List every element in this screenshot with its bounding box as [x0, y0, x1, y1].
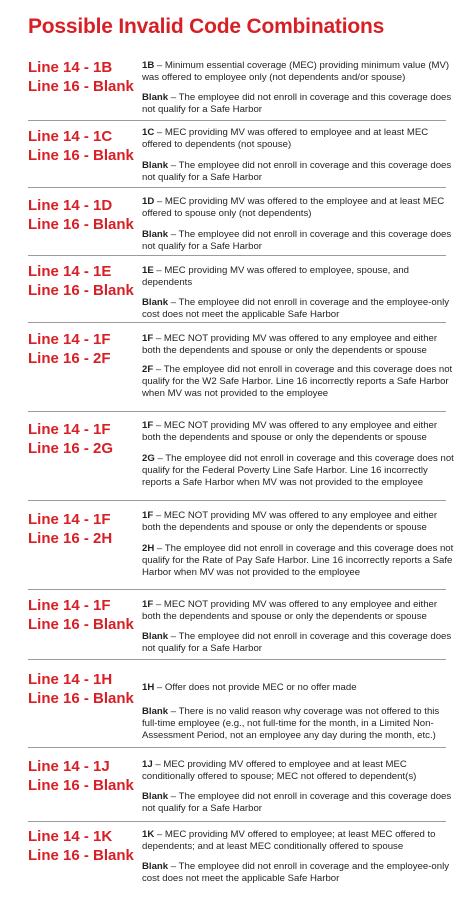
code-definition	[142, 706, 454, 742]
code-definition	[142, 364, 454, 400]
section-divider	[28, 500, 446, 501]
code-description: – MEC NOT providing MV was offered to any employee and either both the dependents and spouse or only the dependents or spouse	[142, 599, 438, 622]
line-code-labels	[28, 58, 134, 96]
line-16-label: Line 16 - Blank	[28, 147, 134, 164]
code-description: – The employee did not enroll in coverage and this coverage does not qualify for the W2 Safe Harbor. Line 16 incorrectly reports a Safe Harbor when MV was not provided to the employee	[142, 364, 453, 399]
code-term: 1F	[142, 333, 154, 344]
code-term: 1J	[142, 759, 153, 770]
code-description: – MEC NOT providing MV was offered to any employee and either both the dependents and spouse or only the dependents or spouse	[142, 510, 438, 533]
code-definition	[142, 196, 454, 220]
code-definition	[142, 127, 454, 151]
code-definition	[142, 829, 454, 853]
code-description: – MEC providing MV offered to employee and at least MEC conditionally offered to spouse; MEC not offered to dependent(s)	[142, 759, 417, 782]
code-definition	[142, 759, 454, 783]
section-divider	[28, 659, 446, 660]
line-code-labels	[28, 262, 134, 300]
code-definition	[142, 60, 454, 84]
code-term: Blank	[142, 861, 169, 872]
section-divider	[28, 747, 446, 748]
section-divider	[28, 187, 446, 188]
code-description: – MEC NOT providing MV was offered to any employee and either both the dependents and spouse or only the dependents or spouse	[142, 420, 438, 443]
code-term: Blank	[142, 229, 169, 240]
code-term: 2H	[142, 543, 155, 554]
code-description: – MEC providing MV was offered to employee, spouse, and dependents	[142, 265, 410, 288]
line-16-label: Line 16 - 2G	[28, 440, 114, 457]
line-14-label: Line 14 - 1H	[28, 671, 113, 688]
code-term: Blank	[142, 92, 169, 103]
line-code-labels	[28, 420, 113, 458]
line-14-label: Line 14 - 1F	[28, 597, 111, 614]
line-16-label: Line 16 - Blank	[28, 282, 134, 299]
code-term: Blank	[142, 791, 169, 802]
code-description: – The employee did not enroll in coverage and this coverage does not qualify for a Safe Harbor	[142, 92, 452, 115]
code-description: – The employee did not enroll in coverage and this coverage does not qualify for a Safe Harbor	[142, 791, 452, 814]
code-term: 1B	[142, 60, 155, 71]
line-14-label: Line 14 - 1F	[28, 331, 111, 348]
section-divider	[28, 120, 446, 121]
code-definition	[142, 265, 454, 289]
line-14-label: Line 14 - 1F	[28, 511, 111, 528]
code-description: – The employee did not enroll in coverage and this coverage does not qualify for a Safe Harbor	[142, 160, 452, 183]
code-term: 1F	[142, 599, 154, 610]
line-14-label: Line 14 - 1F	[28, 421, 111, 438]
line-code-labels	[28, 757, 134, 795]
code-description: – MEC providing MV was offered to the employee and at least MEC offered to spouse only (not dependents)	[142, 196, 445, 219]
line-14-label: Line 14 - 1D	[28, 197, 113, 214]
code-definition	[142, 682, 454, 694]
code-description: – MEC NOT providing MV was offered to any employee and either both the dependents and spouse or only the dependents or spouse	[142, 333, 438, 356]
code-definition	[142, 791, 454, 815]
code-definition	[142, 92, 454, 116]
code-description: – MEC providing MV offered to employee; at least MEC offered to dependents; and at least MEC conditionally offered to spouse	[142, 829, 436, 852]
line-code-labels	[28, 670, 134, 708]
line-14-label: Line 14 - 1E	[28, 263, 112, 280]
line-16-label: Line 16 - Blank	[28, 777, 134, 794]
line-14-label: Line 14 - 1J	[28, 758, 110, 775]
code-term: 1C	[142, 127, 155, 138]
line-16-label: Line 16 - 2F	[28, 350, 111, 367]
code-term: 1K	[142, 829, 155, 840]
line-code-labels	[28, 330, 111, 368]
code-term: Blank	[142, 631, 169, 642]
code-definition	[142, 297, 454, 321]
code-description: – The employee did not enroll in coverage and this coverage does not qualify for the Rate of Pay Safe Harbor. Line 16 incorrectly reports a Safe Harbor when MV was not provided to the employee	[142, 543, 454, 578]
code-description: – Offer does not provide MEC or no offer made	[154, 682, 357, 693]
code-description: – There is no valid reason why coverage was not offered to this full-time employee (e.g., not full-time for the month, in a Limited Non-Assessment Period, not an employee any day during the month, etc.)	[142, 706, 440, 741]
code-definition	[142, 229, 454, 253]
code-definition	[142, 420, 454, 444]
line-16-label: Line 16 - Blank	[28, 847, 134, 864]
section-divider	[28, 589, 446, 590]
code-description: – The employee did not enroll in coverage and this coverage does not qualify for the Federal Poverty Line Safe Harbor. Line 16 incorrectly reports a Safe Harbor when MV was not provided to the employee	[142, 453, 454, 488]
code-term: 2F	[142, 364, 154, 375]
code-definition	[142, 599, 454, 623]
code-description: – The employee did not enroll in coverage and this coverage does not qualify for a Safe Harbor	[142, 229, 452, 252]
code-definition	[142, 453, 454, 489]
line-code-labels	[28, 127, 134, 165]
line-14-label: Line 14 - 1B	[28, 59, 113, 76]
line-code-labels	[28, 196, 134, 234]
code-term: 2G	[142, 453, 155, 464]
code-description: – The employee did not enroll in coverage and the employee-only cost does not meet the applicable Safe Harbor	[142, 861, 450, 884]
line-14-label: Line 14 - 1K	[28, 828, 113, 845]
code-term: Blank	[142, 706, 169, 717]
code-term: 1F	[142, 510, 154, 521]
code-definition	[142, 510, 454, 534]
line-14-label: Line 14 - 1C	[28, 128, 113, 145]
line-16-label: Line 16 - Blank	[28, 616, 134, 633]
code-description: – MEC providing MV was offered to employee and at least MEC offered to dependents (not spouse)	[142, 127, 429, 150]
line-16-label: Line 16 - Blank	[28, 78, 134, 95]
line-16-label: Line 16 - Blank	[28, 216, 134, 233]
code-definition	[142, 333, 454, 357]
code-term: Blank	[142, 297, 169, 308]
code-definition	[142, 631, 454, 655]
section-divider	[28, 255, 446, 256]
code-term: 1H	[142, 682, 155, 693]
line-16-label: Line 16 - Blank	[28, 690, 134, 707]
section-divider	[28, 411, 446, 412]
code-definition	[142, 160, 454, 184]
code-definition	[142, 861, 454, 885]
page-title: Possible Invalid Code Combinations	[28, 15, 385, 38]
section-divider	[28, 322, 446, 323]
section-divider	[28, 821, 446, 822]
line-code-labels	[28, 510, 112, 548]
line-code-labels	[28, 827, 134, 865]
code-description: – The employee did not enroll in coverage and the employee-only cost does not meet the applicable Safe Harbor	[142, 297, 450, 320]
line-16-label: Line 16 - 2H	[28, 530, 113, 547]
code-term: Blank	[142, 160, 169, 171]
line-code-labels	[28, 596, 134, 634]
code-definition	[142, 543, 454, 579]
code-term: 1D	[142, 196, 155, 207]
code-description: – The employee did not enroll in coverage and this coverage does not qualify for a Safe Harbor	[142, 631, 452, 654]
code-term: 1E	[142, 265, 154, 276]
code-term: 1F	[142, 420, 154, 431]
code-description: – Minimum essential coverage (MEC) providing minimum value (MV) was offered to employee only (not dependents and/or spouse)	[142, 60, 450, 83]
